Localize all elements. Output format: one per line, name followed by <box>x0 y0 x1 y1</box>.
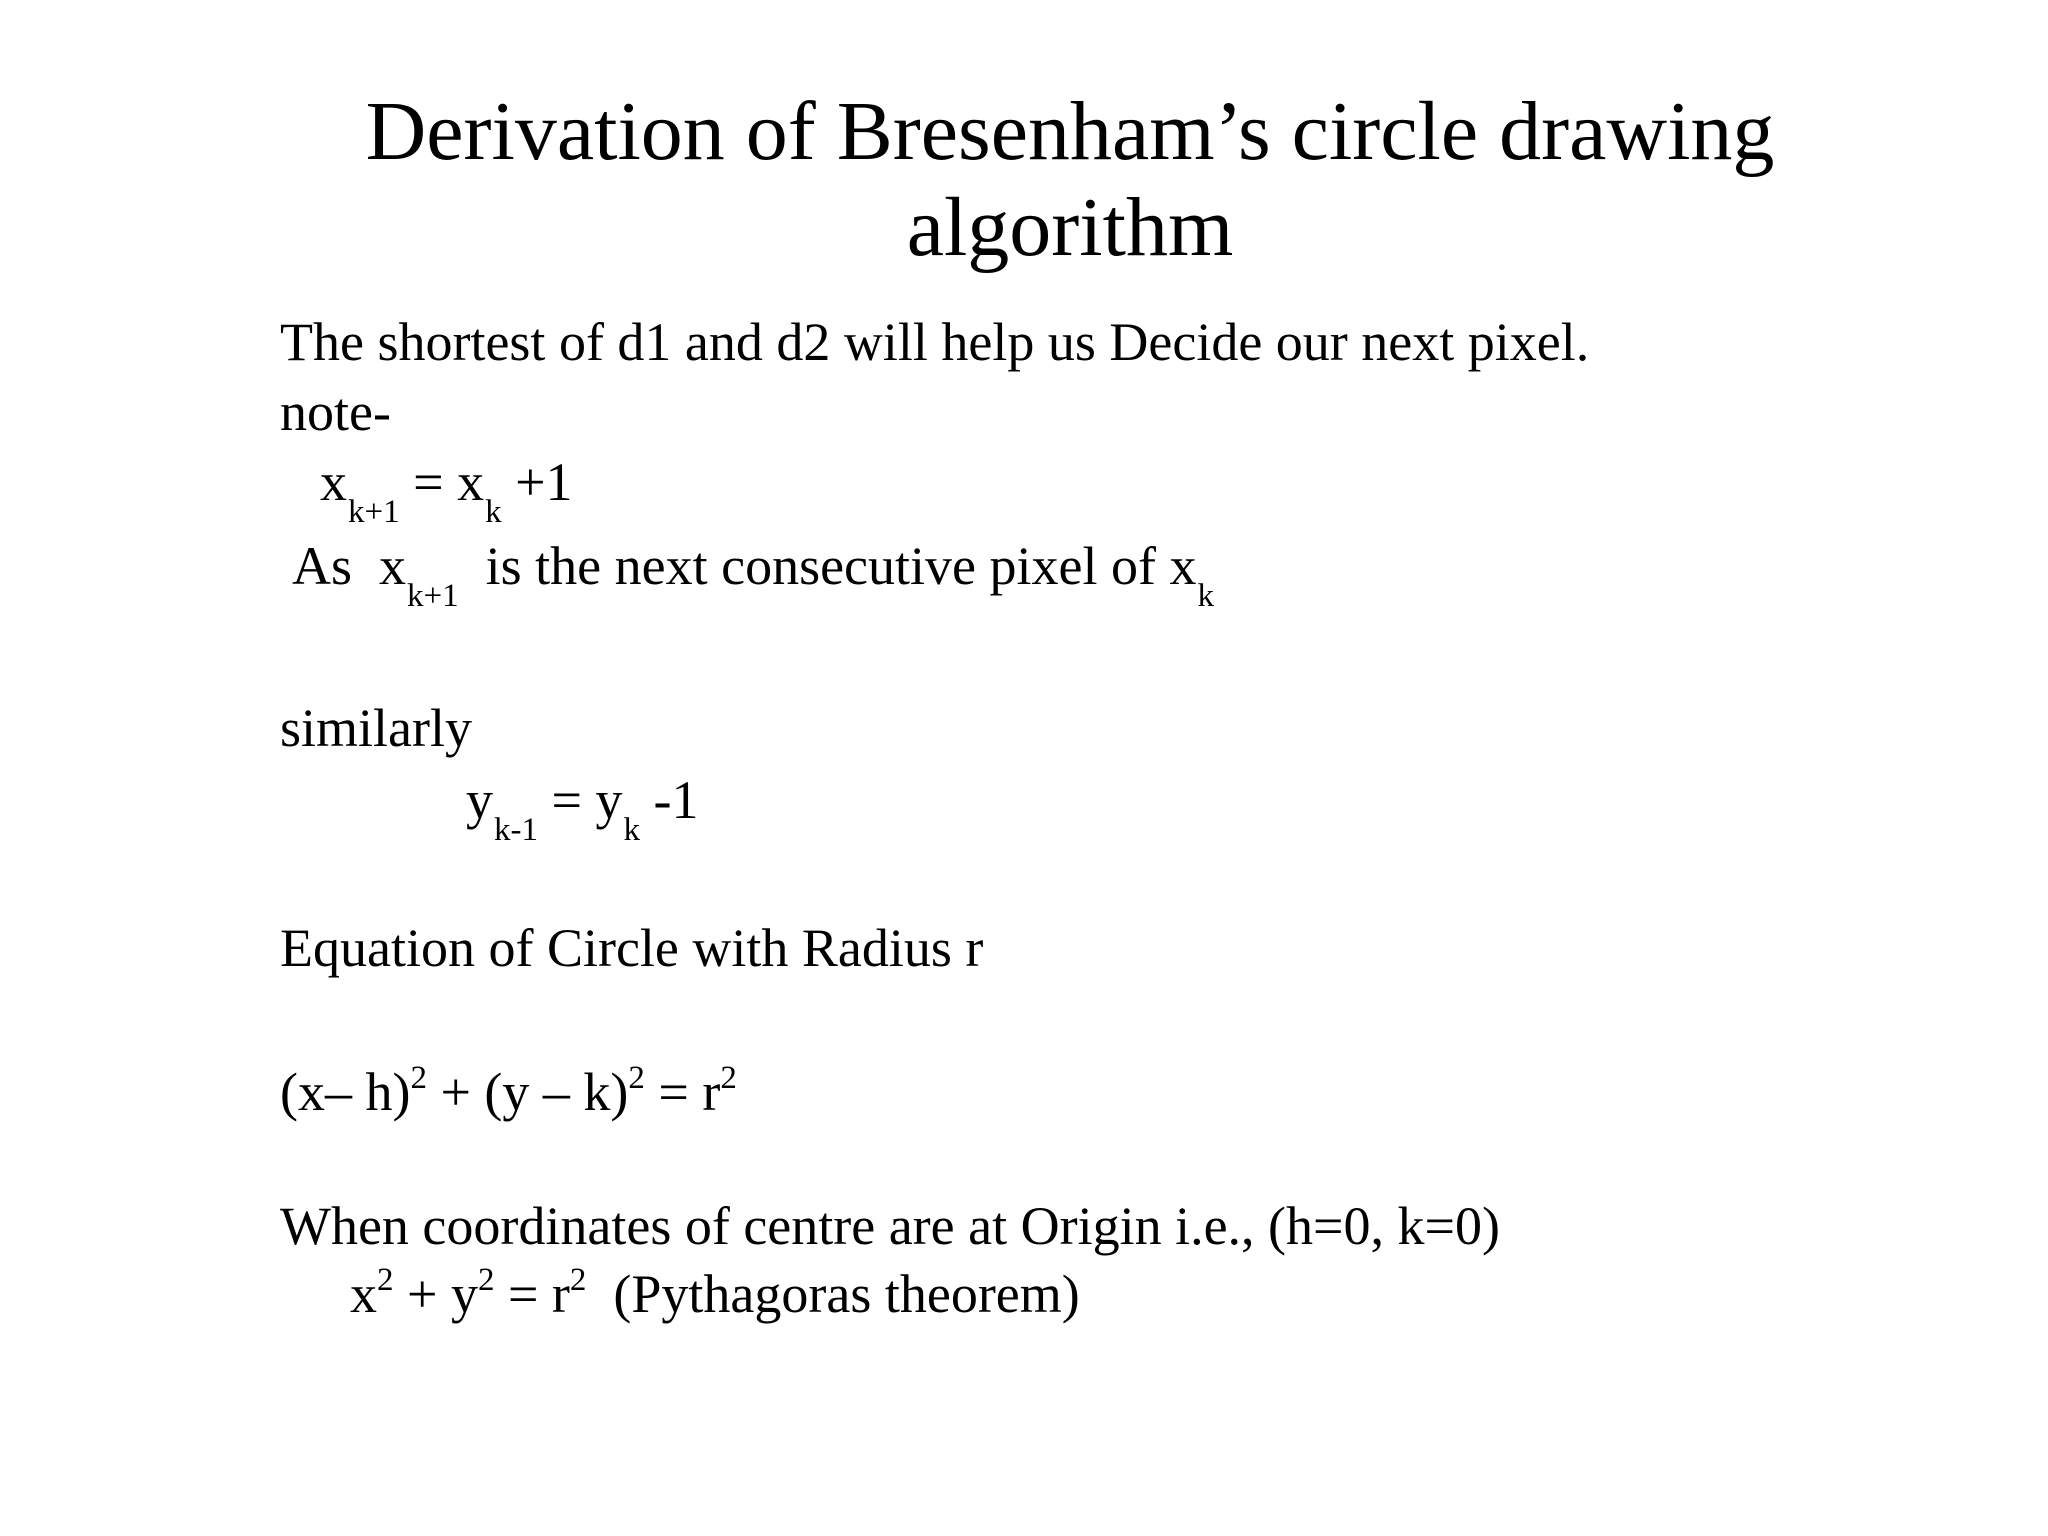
as-var-subscript: k+1 <box>407 578 459 614</box>
slide-title-line-1: Derivation of Bresenham’s circle drawing <box>365 85 1775 178</box>
pythag-tail: (Pythagoras theorem) <box>586 1264 1080 1324</box>
circle-eq-part-1: (x– h) <box>280 1062 411 1122</box>
as-var: x <box>379 536 407 596</box>
eq-y-lhs-subscript: k-1 <box>494 812 538 848</box>
eq-x-lhs: x <box>320 452 347 512</box>
pythag-sup-2: 2 <box>477 1262 495 1298</box>
as-prefix: As <box>292 536 380 596</box>
x-increment-equation <box>320 450 573 530</box>
as-middle: is the next consecutive pixel of <box>458 536 1170 596</box>
note-label: note- <box>280 382 391 442</box>
circle-eq-sup-3: 2 <box>720 1060 737 1096</box>
circle-eq-sup-2: 2 <box>628 1060 645 1096</box>
next-pixel-explanation <box>292 534 1214 614</box>
eq-x-rhs: x <box>457 452 485 512</box>
eq-y-tail: -1 <box>639 770 699 830</box>
eq-y-lhs: y <box>466 770 493 830</box>
pythagoras-equation <box>350 1262 1080 1334</box>
eq-y-rhs: y <box>595 770 623 830</box>
pythag-sup-1: 2 <box>377 1262 394 1298</box>
circle-eq-sup-1: 2 <box>410 1060 427 1096</box>
as-var2: x <box>1169 536 1197 596</box>
eq-y-rhs-subscript: k <box>623 812 640 848</box>
pythag-sup-3: 2 <box>569 1262 587 1298</box>
pythag-part-2: + y <box>393 1264 478 1324</box>
circle-eq-part-3: = r <box>644 1062 721 1122</box>
similarly-label: similarly <box>280 698 472 758</box>
slide-title <box>300 84 1840 276</box>
eq-y-op: = <box>538 770 596 830</box>
y-decrement-equation <box>466 768 699 848</box>
eq-x-op: = <box>399 452 458 512</box>
origin-centre-text: When coordinates of centre are at Origin i.e., (h=0, k=0) <box>280 1196 1500 1256</box>
eq-x-tail: +1 <box>501 452 573 512</box>
as-var2-subscript: k <box>1197 578 1214 614</box>
circle-equation <box>280 1060 737 1132</box>
eq-x-lhs-subscript: k+1 <box>348 494 400 530</box>
circle-eq-part-2: + (y – k) <box>426 1062 629 1122</box>
intro-text: The shortest of d1 and d2 will help us Decide our next pixel. <box>280 312 1590 372</box>
pythag-part-1: x <box>350 1264 377 1324</box>
pythag-part-3: = r <box>494 1264 570 1324</box>
eq-x-rhs-subscript: k <box>485 494 502 530</box>
slide-title-line-2: algorithm <box>906 181 1234 274</box>
circle-equation-heading: Equation of Circle with Radius r <box>280 918 984 978</box>
